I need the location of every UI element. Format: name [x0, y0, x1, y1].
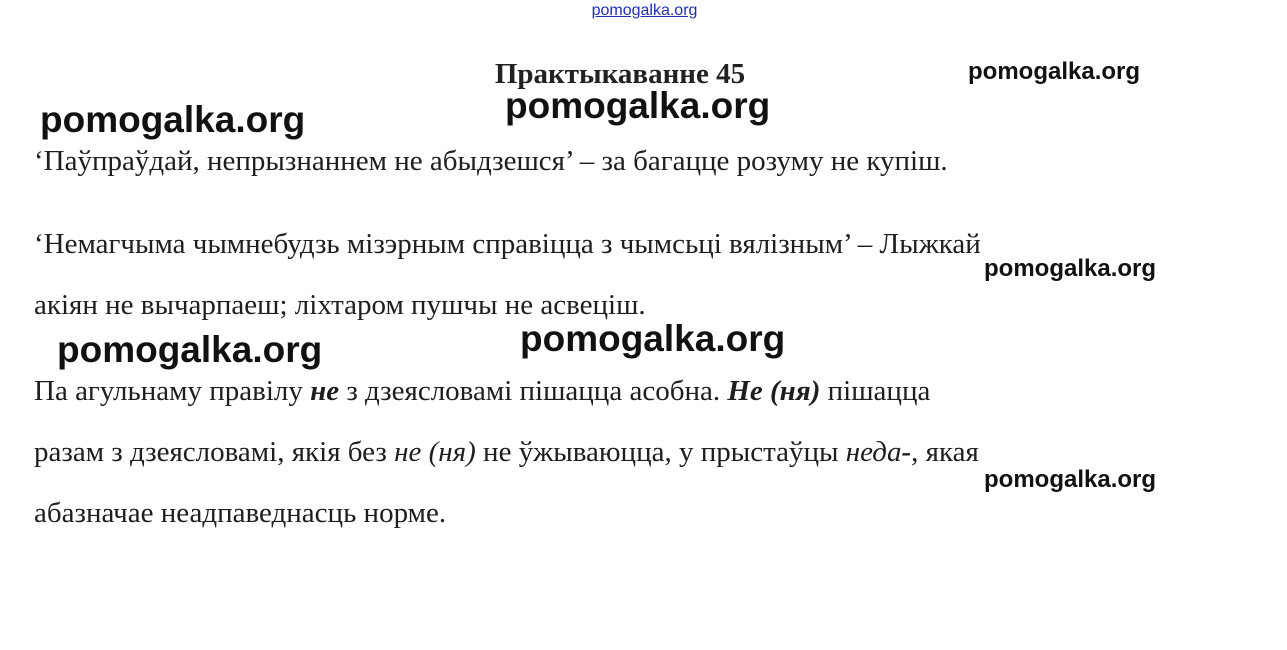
text-segment: з дзеясловамі пішацца асобна.	[339, 375, 728, 407]
italic-ne-nya: не (ня)	[394, 436, 476, 468]
text-segment: разам з дзеясловамі, якія без	[34, 436, 395, 468]
text-segment: Па агульнаму правілу	[34, 375, 311, 407]
paragraph-3-line-3: абазначае неадпаведнасць норме.	[34, 497, 447, 529]
watermark-5: pomogalka.org	[57, 329, 323, 370]
paragraph-1: ‘Паўпраўдай, непрызнаннем не абыдзешся’ – за багацце розуму не купіш.	[34, 145, 948, 177]
paragraph-2-line-1: ‘Немагчыма чымнебудзь мізэрным справіцца з чымсьці вялізным’ – Лыжкай	[34, 228, 981, 260]
text-segment: пішацца	[820, 375, 931, 407]
paragraph-3-line-1	[34, 372, 930, 410]
watermark-1: pomogalka.org	[40, 99, 306, 140]
bold-hyphen: -	[901, 436, 912, 468]
paragraph-3-line-2	[34, 433, 979, 471]
text-segment: , якая	[911, 436, 979, 468]
watermark-6: pomogalka.org	[520, 318, 786, 359]
watermark-7: pomogalka.org	[984, 466, 1157, 493]
text-segment: не ўжываюцца, у прыстаўцы	[475, 436, 846, 468]
emphasis-ne: не	[310, 375, 340, 407]
site-link[interactable]: pomogalka.org	[591, 2, 698, 19]
emphasis-ne-nya: Не (ня)	[727, 375, 821, 407]
watermark-2: pomogalka.org	[505, 85, 771, 126]
watermark-4: pomogalka.org	[984, 255, 1157, 282]
paragraph-2-line-2: акіян не вычарпаеш; ліхтаром пушчы не асвеціш.	[34, 289, 646, 321]
watermark-3: pomogalka.org	[968, 58, 1141, 85]
exercise-title: Практыкаванне 45	[494, 58, 746, 90]
italic-neda: неда	[845, 436, 902, 468]
